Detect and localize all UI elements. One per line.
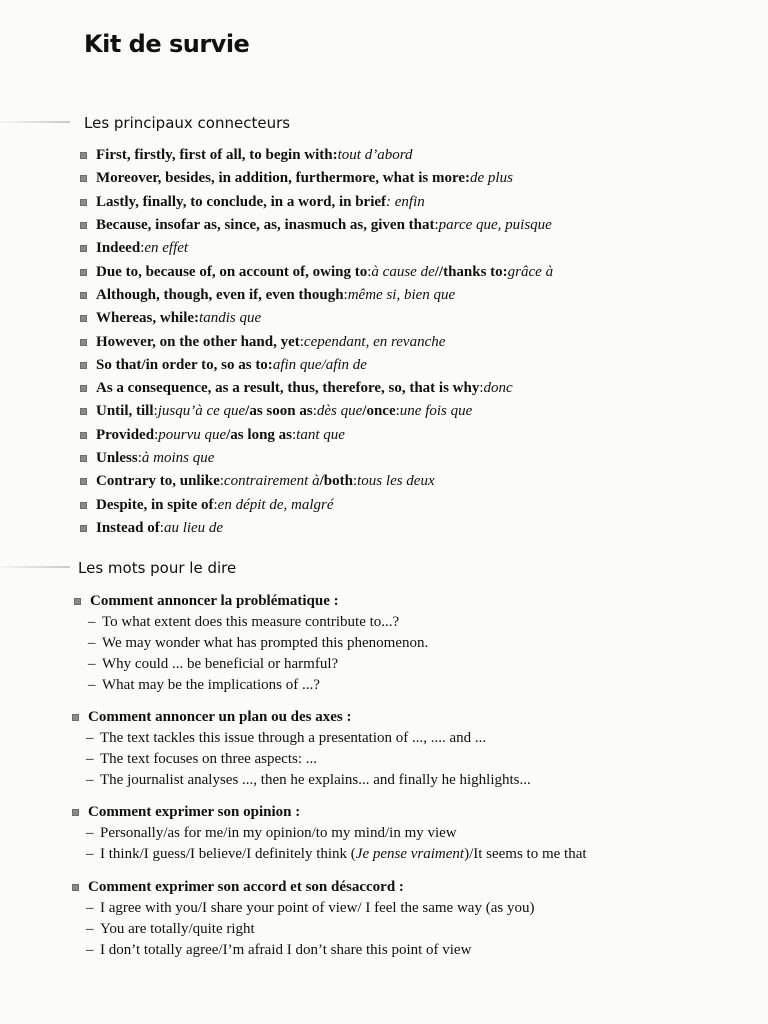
text-segment: à cause de <box>371 263 435 280</box>
text-segment: Unless <box>96 450 138 466</box>
text-segment: First, firstly, first of all, to begin with: <box>96 147 338 164</box>
list-item <box>80 470 760 493</box>
text-segment: : <box>159 519 164 536</box>
text-segment: What may be the implications of ...? <box>102 677 320 693</box>
phrase-block <box>72 706 762 791</box>
list-item <box>80 237 760 260</box>
square-bullet-icon <box>80 175 87 182</box>
text-segment: : <box>140 240 145 257</box>
list-item <box>80 191 760 214</box>
square-bullet-icon <box>80 478 87 485</box>
text-segment: Je pense vraiment <box>355 846 465 862</box>
text-segment: tous les deux <box>357 473 435 490</box>
square-bullet-icon <box>80 269 87 276</box>
text-segment: I think/I guess/I believe/I definitely think ( <box>100 846 356 862</box>
block-heading <box>74 590 764 612</box>
text-segment: /once <box>362 403 396 420</box>
list-item <box>72 823 762 844</box>
square-bullet-icon <box>80 292 87 299</box>
text-segment: You are totally/quite right <box>100 921 255 937</box>
text-segment: Moreover, besides, in addition, furthermore, what is more: <box>96 170 470 187</box>
square-bullet-icon <box>80 245 87 252</box>
list-item <box>74 633 764 654</box>
block-heading <box>72 706 762 728</box>
section-divider <box>0 121 70 123</box>
block-heading-text: Comment exprimer son opinion : <box>88 803 301 820</box>
dash-bullet-icon: – <box>88 635 96 651</box>
text-segment: )/It seems to me that <box>464 846 587 862</box>
block-heading <box>72 876 762 898</box>
dash-bullet-icon: – <box>86 772 94 788</box>
list-item <box>80 330 760 353</box>
block-heading-text: Comment annoncer la problématique : <box>90 592 339 609</box>
text-segment: en dépit de, malgré <box>217 496 334 513</box>
text-segment: : <box>312 403 317 420</box>
text-segment: We may wonder what has prompted this phenomenon. <box>102 635 429 651</box>
text-segment: : <box>154 426 159 443</box>
dash-bullet-icon: – <box>88 677 96 693</box>
text-segment: : <box>213 496 218 513</box>
text-segment: : <box>395 403 400 420</box>
list-item <box>80 214 760 237</box>
page-title: Kit de survie <box>84 30 250 58</box>
list-item <box>80 447 760 470</box>
text-segment: même si, bien que <box>347 286 456 303</box>
square-bullet-icon <box>80 525 87 532</box>
text-segment: So that/in order to, so as to: <box>96 356 273 373</box>
dash-bullet-icon: – <box>86 900 94 916</box>
text-segment: Because, insofar as, since, as, inasmuch as, given that <box>96 217 435 234</box>
text-segment: une fois que <box>399 403 473 420</box>
text-segment: : <box>343 286 348 303</box>
square-bullet-icon <box>72 714 79 721</box>
section-title-mots: Les mots pour le dire <box>78 559 237 577</box>
text-segment: à moins que <box>141 450 215 466</box>
list-item <box>74 675 764 696</box>
text-segment: : <box>479 380 484 397</box>
section-divider <box>0 566 70 568</box>
text-segment: en effet <box>144 240 189 257</box>
text-segment: jusqu’à ce que <box>157 403 246 420</box>
square-bullet-icon <box>80 315 87 322</box>
phrase-block <box>74 590 764 696</box>
text-segment: dès que <box>316 403 363 420</box>
text-segment: Until, till <box>96 403 154 420</box>
square-bullet-icon <box>74 598 81 605</box>
dash-bullet-icon: – <box>88 614 96 630</box>
list-item <box>80 284 760 307</box>
dash-bullet-icon: – <box>86 942 94 958</box>
dash-bullet-icon: – <box>86 846 94 862</box>
square-bullet-icon <box>80 408 87 415</box>
text-segment: parce que, puisque <box>438 217 552 234</box>
square-bullet-icon <box>72 884 79 891</box>
text-segment: : <box>137 450 142 466</box>
text-segment: : <box>299 333 304 350</box>
square-bullet-icon <box>80 199 87 206</box>
text-segment: //thanks to: <box>434 263 508 280</box>
list-item <box>72 898 762 919</box>
text-segment: : enfin <box>386 193 425 210</box>
list-item <box>80 144 760 167</box>
square-bullet-icon <box>80 362 87 369</box>
text-segment: cependant, en revanche <box>303 333 446 350</box>
square-bullet-icon <box>80 222 87 229</box>
text-segment: Personally/as for me/in my opinion/to my mind/in my view <box>100 825 457 841</box>
text-segment: Contrary to, unlike <box>96 473 220 490</box>
square-bullet-icon <box>80 502 87 509</box>
text-segment: : <box>352 473 358 490</box>
list-item <box>80 517 760 540</box>
list-item <box>72 844 762 865</box>
square-bullet-icon <box>72 809 79 816</box>
text-segment: Whereas, while: <box>96 310 200 327</box>
text-segment: : <box>367 263 372 280</box>
block-heading-text: Comment exprimer son accord et son désaccord : <box>88 878 404 895</box>
list-item <box>72 919 762 940</box>
list-item <box>72 940 762 961</box>
text-segment: However, on the other hand, yet <box>96 333 300 350</box>
text-segment: /both <box>319 473 353 490</box>
phrase-block <box>72 876 762 961</box>
list-item <box>80 167 760 190</box>
text-segment: donc <box>483 380 513 397</box>
text-segment: : <box>219 473 224 490</box>
text-segment: I don’t totally agree/I’m afraid I don’t share this point of view <box>100 942 472 958</box>
text-segment: au lieu de <box>163 519 224 536</box>
square-bullet-icon <box>80 152 87 159</box>
text-segment: To what extent does this measure contribute to...? <box>102 614 400 630</box>
text-segment: tant que <box>296 426 345 443</box>
text-segment: grâce à <box>507 263 554 280</box>
list-item <box>72 728 762 749</box>
list-item <box>80 424 760 447</box>
dash-bullet-icon: – <box>86 921 94 937</box>
text-segment: Indeed <box>96 240 141 257</box>
list-item <box>80 400 760 423</box>
text-segment: Provided <box>96 426 155 443</box>
dash-bullet-icon: – <box>86 751 94 767</box>
text-segment: afin que/afin de <box>272 356 367 373</box>
text-segment: Why could ... be beneficial or harmful? <box>102 656 339 672</box>
text-segment: Although, though, even if, even though <box>96 286 344 303</box>
list-item <box>72 749 762 770</box>
text-segment: Lastly, finally, to conclude, in a word, in brief <box>96 193 387 210</box>
square-bullet-icon <box>80 339 87 346</box>
square-bullet-icon <box>80 455 87 462</box>
phrase-block <box>72 801 762 865</box>
text-segment: I agree with you/I share your point of view/ I feel the same way (as you) <box>100 900 535 916</box>
text-segment: Due to, because of, on account of, owing to <box>96 263 368 280</box>
text-segment: tandis que <box>199 310 262 327</box>
square-bullet-icon <box>80 432 87 439</box>
text-segment: de plus <box>470 170 513 187</box>
list-item <box>80 260 760 283</box>
block-heading <box>72 801 762 823</box>
text-segment: pourvu que <box>158 426 227 443</box>
text-segment: tout d’abord <box>337 147 413 164</box>
text-segment: : <box>153 403 158 420</box>
section-title-connecteurs: Les principaux connecteurs <box>84 114 291 132</box>
list-item <box>80 377 760 400</box>
text-segment: The text tackles this issue through a presentation of ..., .... and ... <box>100 730 487 746</box>
dash-bullet-icon: – <box>86 825 94 841</box>
text-segment: Instead of <box>96 519 160 536</box>
dash-bullet-icon: – <box>86 730 94 746</box>
list-item <box>80 307 760 330</box>
list-item <box>74 612 764 633</box>
block-heading-text: Comment annoncer un plan ou des axes : <box>88 708 352 725</box>
text-segment: As a consequence, as a result, thus, therefore, so, that is why <box>96 380 480 397</box>
text-segment: contrairement à <box>223 473 320 490</box>
list-item <box>80 354 760 377</box>
text-segment: The text focuses on three aspects: ... <box>100 751 318 767</box>
text-segment: The journalist analyses ..., then he explains... and finally he highlights... <box>100 772 531 788</box>
connectors-list <box>80 144 760 540</box>
list-item <box>74 654 764 675</box>
text-segment: Despite, in spite of <box>96 496 214 513</box>
text-segment: /as long as <box>226 426 292 443</box>
text-segment: : <box>434 217 439 234</box>
text-segment: : <box>292 426 297 443</box>
list-item <box>72 770 762 791</box>
list-item <box>80 493 760 516</box>
text-segment: /as soon as <box>245 403 313 420</box>
dash-bullet-icon: – <box>88 656 96 672</box>
square-bullet-icon <box>80 385 87 392</box>
